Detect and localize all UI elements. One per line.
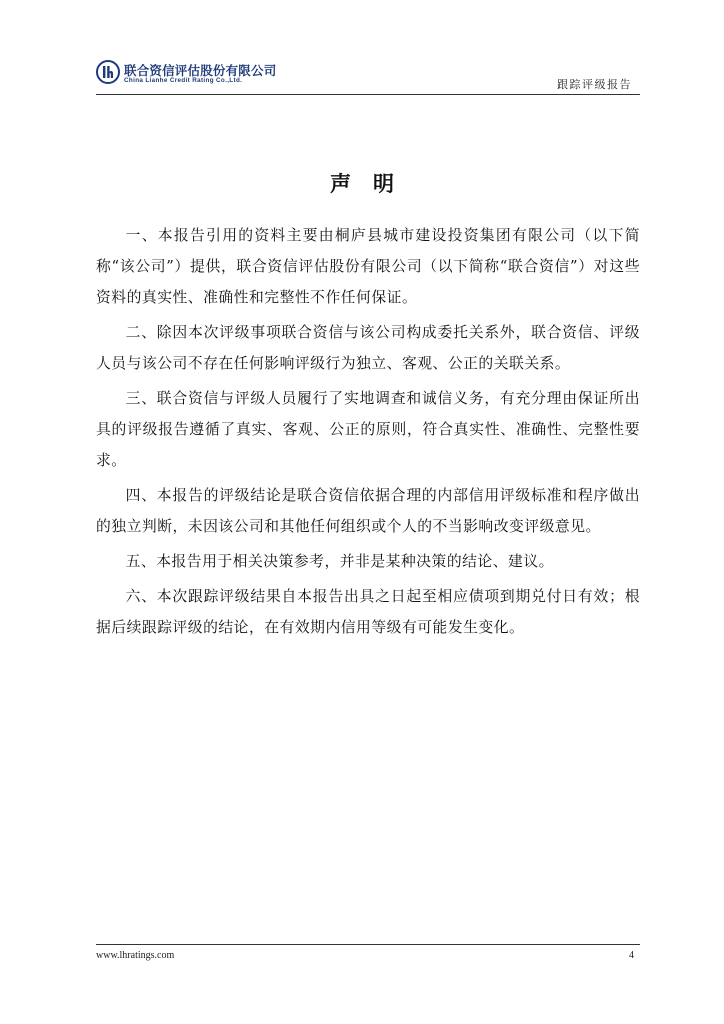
paragraph-2: 二、除因本次评级事项联合资信与该公司构成委托关系外，联合资信、评级人员与该公司不存在任何影响评级行为独立、客观、公正的关联关系。 xyxy=(96,324,640,372)
paragraph-1: 一、本报告引用的资料主要由桐庐县城市建设投资集团有限公司（以下简称“该公司”）提供，联合资信评估股份有限公司（以下简称“联合资信”）对这些资料的真实性、准确性和完整性不作任何保证。 xyxy=(96,227,640,306)
paragraph-5: 五、本报告用于相关决策参考，并非是某种决策的结论、建议。 xyxy=(125,553,554,570)
footer-website: www.lhratings.com xyxy=(96,950,175,961)
page-number: 4 xyxy=(629,950,634,961)
declaration-body xyxy=(96,220,640,647)
paragraph-6: 六、本次跟踪评级结果自本报告出具之日起至相应债项到期兑付日有效；根据后续跟踪评级的结论，在有效期内信用等级有可能发生变化。 xyxy=(96,588,640,636)
paragraph-3: 三、联合资信与评级人员履行了实地调查和诚信义务，有充分理由保证所出具的评级报告遵循了真实、客观、公正的原则，符合真实性、准确性、完整性要求。 xyxy=(96,390,640,469)
company-name-en: China Lianhe Credit Rating Co.,Ltd. xyxy=(124,77,243,84)
page-title: 声明 xyxy=(330,172,416,196)
company-name-cn: 联合资信评估股份有限公司 xyxy=(124,63,277,78)
header-divider xyxy=(96,94,640,95)
paragraph-4: 四、本报告的评级结论是联合资信依据合理的内部信用评级标准和程序做出的独立判断，未因该公司和其他任何组织或个人的不当影响改变评级意见。 xyxy=(96,487,640,535)
footer-divider xyxy=(96,944,640,945)
report-type: 跟踪评级报告 xyxy=(557,78,632,91)
page-header xyxy=(96,58,640,94)
lianhe-logo-icon xyxy=(96,60,120,84)
